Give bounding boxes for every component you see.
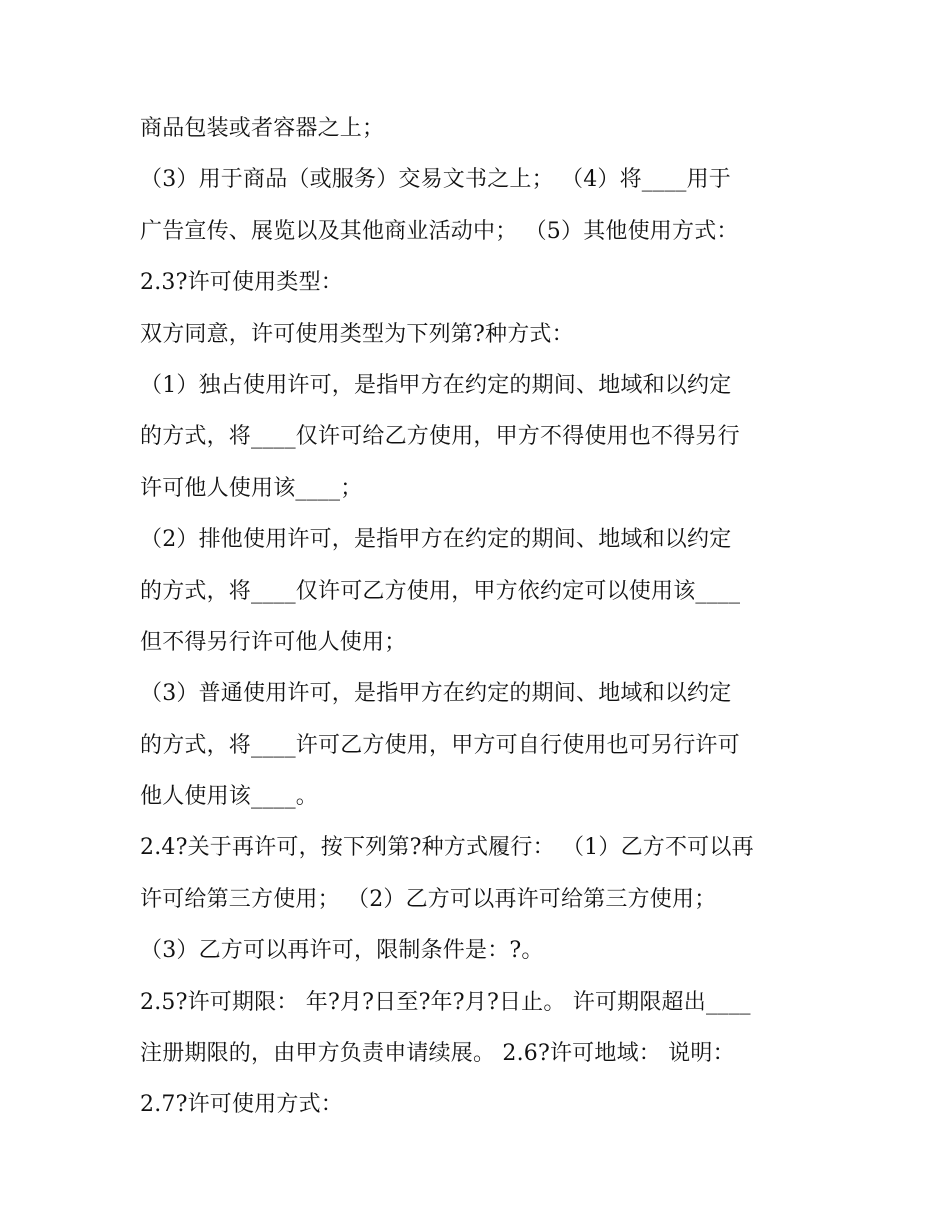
text-line: 商品包装或者容器之上；: [140, 116, 385, 141]
section-heading: 2.5?许可期限： 年?月?日至?年?月?日止。 许可期限超出____: [140, 989, 751, 1015]
text-line: 许可他人使用该____；: [140, 475, 363, 501]
text-line: （3）乙方可以再许可，限制条件是：?。: [140, 938, 544, 964]
section-heading: 2.4?关于再许可，按下列第?种方式履行： （1）乙方不可以再: [140, 835, 754, 861]
text-line: 广告宣传、展览以及其他商业活动中； （5）其他使用方式：: [140, 218, 739, 244]
text-line: 的方式，将____许可乙方使用，甲方可自行使用也可另行许可: [140, 732, 740, 758]
text-line: 的方式，将____仅许可给乙方使用，甲方不得使用也不得另行: [140, 424, 740, 450]
text-line: 的方式，将____仅许可乙方使用，甲方依约定可以使用该____: [140, 578, 741, 604]
text-line: 双方同意，许可使用类型为下列第?种方式：: [140, 321, 574, 347]
section-heading: 2.7?许可使用方式：: [140, 1092, 343, 1118]
text-line: 许可给第三方使用； （2）乙方可以再许可给第三方使用；: [140, 886, 717, 912]
text-line: （3）普通使用许可，是指甲方在约定的期间、地域和以约定: [140, 681, 732, 707]
text-line: 注册期限的，由甲方负责申请续展。 2.6?许可地域： 说明：: [140, 1041, 735, 1067]
section-heading: 2.3?许可使用类型：: [140, 270, 343, 296]
text-line: （1）独占使用许可，是指甲方在约定的期间、地域和以约定: [140, 372, 732, 398]
text-line: 他人使用该____。: [140, 784, 319, 810]
text-line: （2）排他使用许可，是指甲方在约定的期间、地域和以约定: [140, 527, 732, 553]
text-line: （3）用于商品（或服务）交易文书之上； （4）将____用于: [140, 167, 731, 193]
text-line: 但不得另行许可他人使用；: [140, 629, 407, 655]
document-body: [140, 103, 820, 1131]
